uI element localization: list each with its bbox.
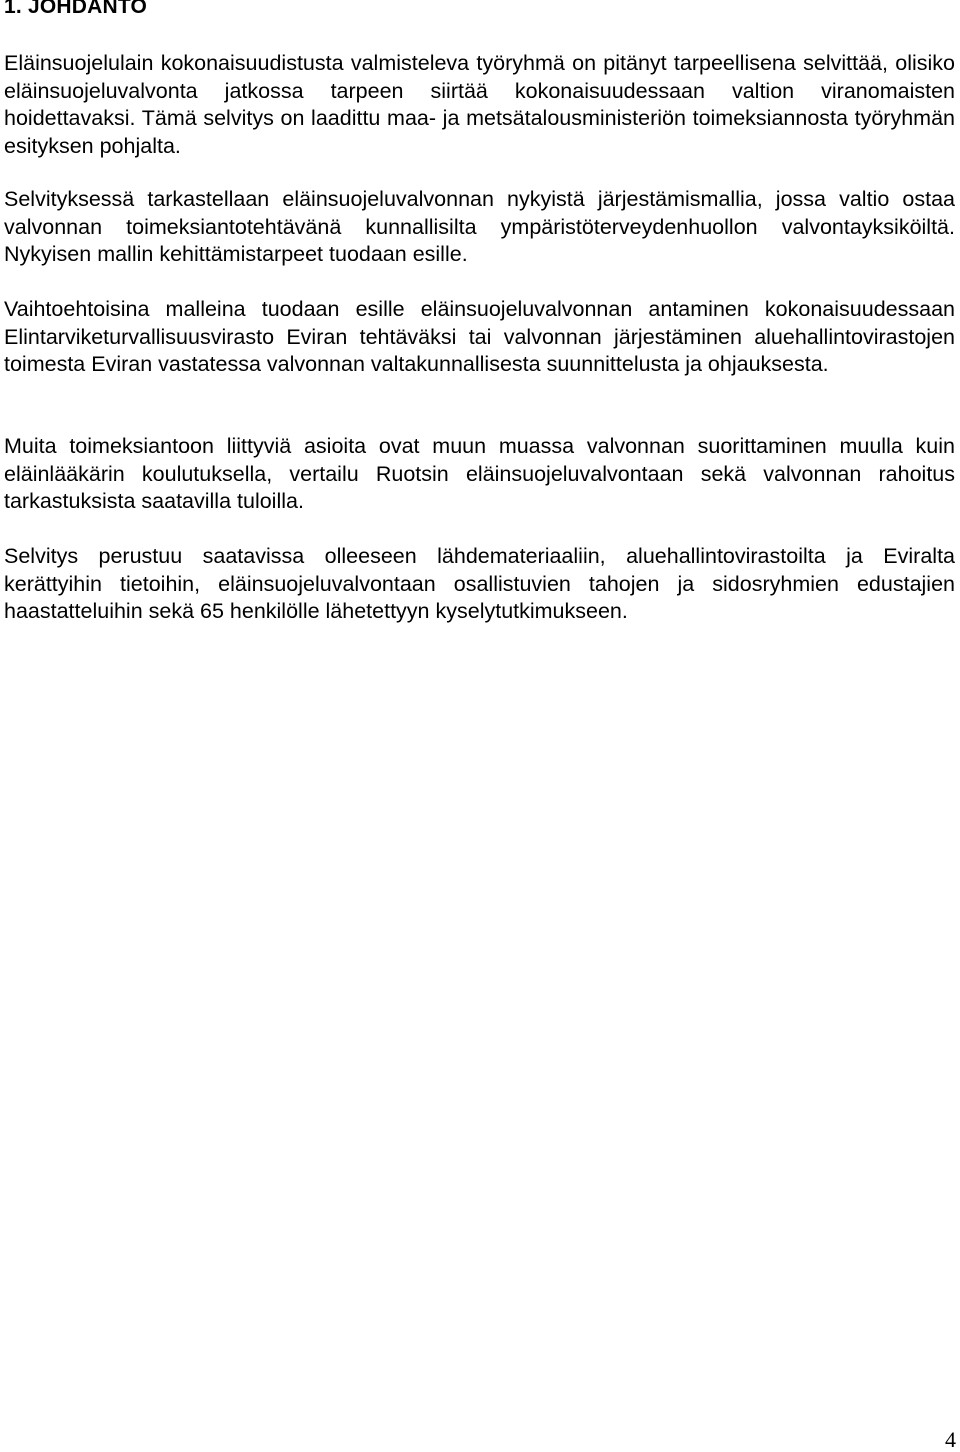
section-heading: 1. JOHDANTO <box>4 0 148 18</box>
paragraph-other-topics: Muita toimeksiantoon liittyviä asioita ovat muun muassa valvonnan suorittaminen muulla kuin eläinlääkärin koulutuksella, vertailu Ruotsin eläinsuojeluvalvontaan sekä valvonnan rahoitus tarkastuksista saatavilla tuloilla. <box>4 434 955 513</box>
paragraph-current-model: Selvityksessä tarkastellaan eläinsuojeluvalvonnan nykyistä järjestämismallia, jossa valtio ostaa valvonnan toimeksiantotehtävänä kunnallisilta ympäristöterveydenhuollon valvontayksiköiltä. Nykyisen mallin kehittämistarpeet tuodaan esille. <box>4 187 955 266</box>
paragraph-intro: Eläinsuojelulain kokonaisuudistusta valmisteleva työryhmä on pitänyt tarpeellisena selvittää, olisiko eläinsuojeluvalvonta jatkossa tarpeen siirtää kokonaisuudessaan valtion viranomaisten hoidettavaksi. Tämä selvitys on laadittu maa- ja metsätalousministeriön toimeksiannosta työryhmän esityksen pohjalta. <box>4 51 955 158</box>
paragraph-sources: Selvitys perustuu saatavissa olleeseen lähdemateriaaliin, aluehallintovirastoilta ja Eviralta kerättyihin tietoihin, eläinsuojeluvalvontaan osallistuvien tahojen ja sidosryhmien edustajien haastatteluihin sekä 65 henkilölle lähetettyyn kyselytutkimukseen. <box>4 544 955 623</box>
paragraph-alternative-models: Vaihtoehtoisina malleina tuodaan esille eläinsuojeluvalvonnan antaminen kokonaisuudessaan Elintarviketurvallisuusvirasto Eviran tehtäväksi tai valvonnan järjestäminen aluehallintovirastojen toimesta Eviran vastatessa valvonnan valtakunnallisesta suunnittelusta ja ohjauksesta. <box>4 297 955 376</box>
page-number: 4 <box>945 1427 956 1452</box>
